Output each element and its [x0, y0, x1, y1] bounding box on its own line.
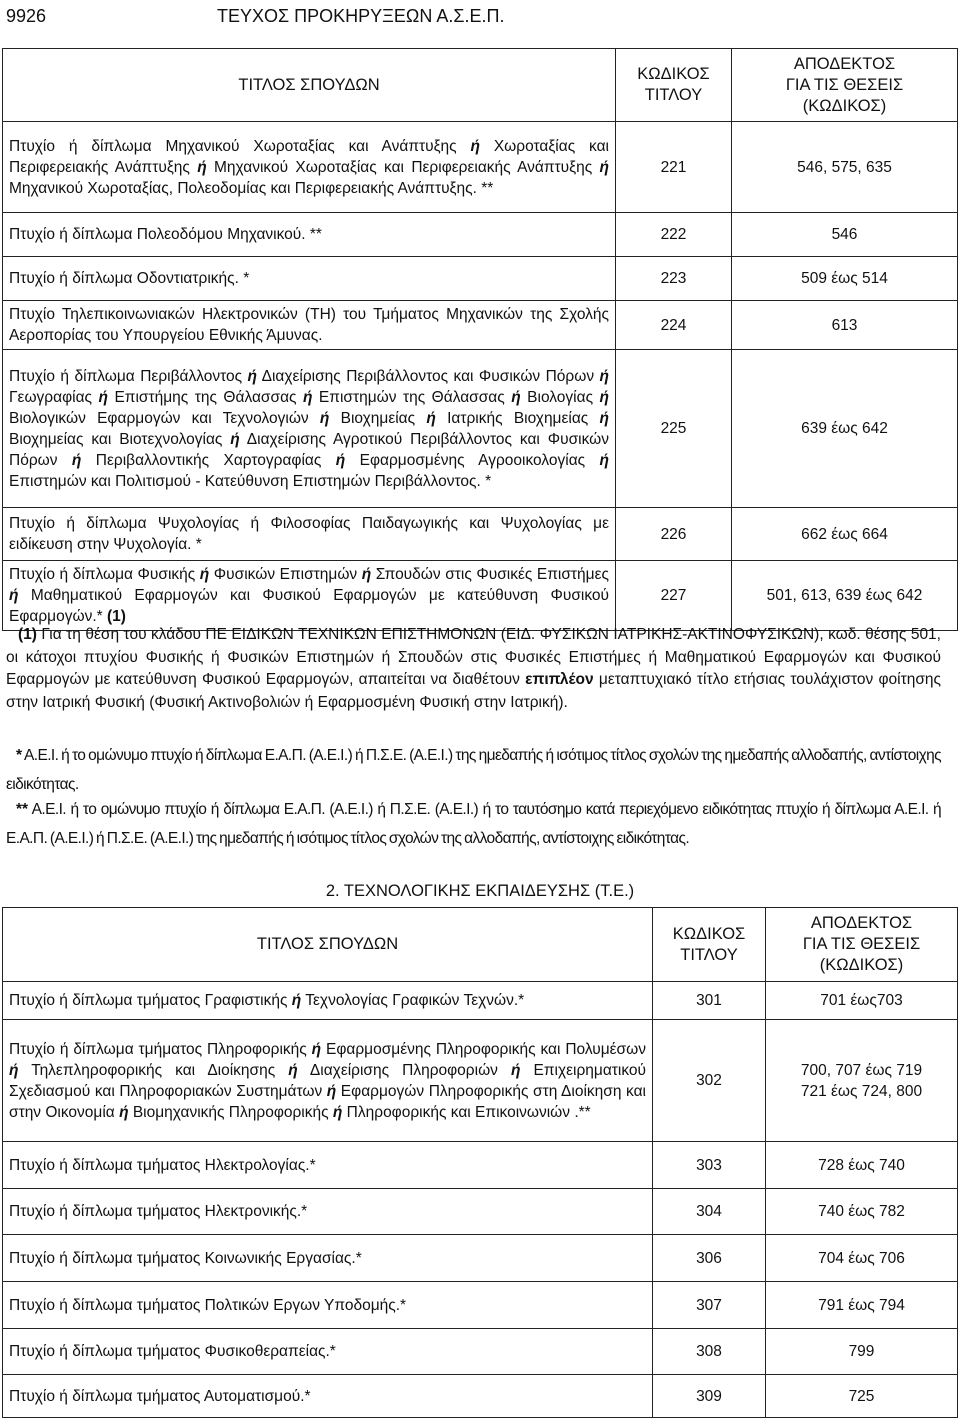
column-header-code: ΚΩΔΙΚΟΣ ΤΙΤΛΟΥ: [653, 908, 766, 982]
column-header-accepted: ΑΠΟΔΕΚΤΟΣ ΓΙΑ ΤΙΣ ΘΕΣΕΙΣ (ΚΩΔΙΚΟΣ): [766, 908, 958, 982]
title-code: 223: [616, 257, 732, 301]
page-number: 9926: [6, 6, 47, 26]
table-row: [3, 1142, 958, 1189]
title-code: 222: [616, 213, 732, 257]
title-code: 307: [653, 1282, 766, 1329]
title-code: 302: [653, 1020, 766, 1142]
table-row: [3, 350, 958, 508]
column-header-code: ΚΩΔΙΚΟΣ ΤΙΤΛΟΥ: [616, 49, 732, 122]
title-code: 221: [616, 122, 732, 213]
degree-title: Πτυχίο ή δίπλωμα Οδοντιατρικής. *: [3, 257, 616, 301]
table-row: [3, 1375, 958, 1418]
table-row: [3, 301, 958, 350]
column-header-title: ΤΙΤΛΟΣ ΣΠΟΥΔΩΝ: [3, 908, 653, 982]
degree-title: Πτυχίο ή δίπλωμα Φυσικής ή Φυσικών Επιστημών ή Σπουδών στις Φυσικές Επιστήμες ή Μαθηματικού Εφαρμογών και Φυσικού Εφαρμογών με κατεύθυνση Φυσικού Εφαρμογών.* (1): [3, 561, 616, 631]
footnote-single-asterisk: * Α.Ε.Ι. ή το ομώνυμο πτυχίο ή δίπλωμα Ε.Α.Π. (Α.Ε.Ι.) ή Π.Σ.Ε. (Α.Ε.Ι.) της ημεδαπής ή ισότιμος τίτλος σχολών της ημεδαπής αλλοδαπής, αντίστοιχης ειδικότητας.: [6, 747, 941, 793]
accepted-positions: 546: [732, 213, 958, 257]
table-row: [3, 122, 958, 213]
accepted-positions: 501, 613, 639 έως 642: [732, 561, 958, 631]
accepted-positions: 509 έως 514: [732, 257, 958, 301]
table-row: [3, 1020, 958, 1142]
title-code: 225: [616, 350, 732, 508]
table-row: [3, 561, 958, 631]
table-row: [3, 213, 958, 257]
accepted-positions: 728 έως 740: [766, 1142, 958, 1189]
footnote-double-asterisk: ** Α.Ε.Ι. ή το ομώνυμο πτυχίο ή δίπλωμα Ε.Α.Π. (Α.Ε.Ι.) ή Π.Σ.Ε. (Α.Ε.Ι.) ή το ταυτόσημο κατά περιεχόμενο ειδικότητας πτυχίο ή δίπλωμα Α.Ε.Ι. ή Ε.Α.Π. (Α.Ε.Ι.) ή Π.Σ.Ε. (Α.Ε.Ι.) της ημεδαπής ή ισότιμος τίτλος σχολών της αλλοδαπής, αντίστοιχης ειδικότητας.: [6, 801, 941, 847]
technological-degrees-table: [2, 907, 958, 1418]
column-header-title: ΤΙΤΛΟΣ ΣΠΟΥΔΩΝ: [3, 49, 616, 122]
title-code: 226: [616, 508, 732, 561]
accepted-positions: 639 έως 642: [732, 350, 958, 508]
degree-title: Πτυχίο ή δίπλωμα τμήματος Ηλεκτρολογίας.*: [3, 1142, 653, 1189]
accepted-positions: 613: [732, 301, 958, 350]
accepted-positions: 546, 575, 635: [732, 122, 958, 213]
university-degrees-table: [2, 48, 958, 631]
degree-title: Πτυχίο ή δίπλωμα τμήματος Ηλεκτρονικής.*: [3, 1189, 653, 1235]
accepted-positions: 740 έως 782: [766, 1189, 958, 1235]
title-code: 303: [653, 1142, 766, 1189]
title-code: 227: [616, 561, 732, 631]
title-code: 306: [653, 1235, 766, 1282]
degree-title: Πτυχίο ή δίπλωμα τμήματος Κοινωνικής Εργασίας.*: [3, 1235, 653, 1282]
table-row: [3, 508, 958, 561]
table-row: [3, 257, 958, 301]
degree-title: Πτυχίο ή δίπλωμα τμήματος Αυτοματισμού.*: [3, 1375, 653, 1418]
title-code: 224: [616, 301, 732, 350]
accepted-positions: 704 έως 706: [766, 1235, 958, 1282]
title-code: 301: [653, 982, 766, 1020]
table-header-row: [3, 49, 958, 122]
accepted-positions: 701 έως703: [766, 982, 958, 1020]
accepted-positions: 700, 707 έως 719 721 έως 724, 800: [766, 1020, 958, 1142]
degree-title: Πτυχίο ή δίπλωμα Μηχανικού Χωροταξίας και Ανάπτυξης ή Χωροταξίας και Περιφερειακής Ανάπτυξης ή Μηχανικού Χωροταξίας και Περιφερειακής Ανάπτυξης ή Μηχανικού Χωροταξίας, Πολεοδομίας και Περιφερειακής Ανάπτυξης. **: [3, 122, 616, 213]
page-heading: ΤΕΥΧΟΣ ΠΡΟΚΗΡΥΞΕΩΝ Α.Σ.Ε.Π.: [217, 6, 505, 26]
degree-title: Πτυχίο ή δίπλωμα τμήματος Πολτικών Εργων Υποδομής.*: [3, 1282, 653, 1329]
table-header-row: [3, 908, 958, 982]
page-header: [6, 6, 950, 30]
accepted-positions: 662 έως 664: [732, 508, 958, 561]
column-header-accepted: ΑΠΟΔΕΚΤΟΣ ΓΙΑ ΤΙΣ ΘΕΣΕΙΣ (ΚΩΔΙΚΟΣ): [732, 49, 958, 122]
degree-title: Πτυχίο ή δίπλωμα Περιβάλλοντος ή Διαχείρισης Περιβάλλοντος και Φυσικών Πόρων ή Γεωγραφίας ή Επιστήμης της Θάλασσας ή Επιστημών της Θάλασσας ή Βιολογίας ή Βιολογικών Εφαρμογών και Τεχνολογιών ή Βιοχημείας ή Ιατρικής Βιοχημείας ή Βιοχημείας και Βιοτεχνολογίας ή Διαχείρισης Αγροτικού Περιβάλλοντος και Φυσικών Πόρων ή Περιβαλλοντικής Χαρτογραφίας ή Εφαρμοσμένης Αγροοικολογίας ή Επιστημών και Πολιτισμού - Κατεύθυνση Επιστημών Περιβάλλοντος. *: [3, 350, 616, 508]
table-row: [3, 1189, 958, 1235]
degree-title: Πτυχίο Τηλεπικοινωνιακών Ηλεκτρονικών (ΤΗ) του Τμήματος Μηχανικών της Σχολής Αεροπορίας του Υπουργείου Εθνικής Άμυνας.: [3, 301, 616, 350]
table-row: [3, 982, 958, 1020]
title-code: 309: [653, 1375, 766, 1418]
accepted-positions: 725: [766, 1375, 958, 1418]
section-title: 2. ΤΕΧΝΟΛΟΓΙΚΗΣ ΕΚΠΑΙΔΕΥΣΗΣ (Τ.Ε.): [325, 882, 635, 900]
title-code: 304: [653, 1189, 766, 1235]
table-row: [3, 1282, 958, 1329]
footnote-1: (1) Για τη θέση του κλάδου ΠΕ ΕΙΔΙΚΩΝ ΤΕΧΝΙΚΩΝ ΕΠΙΣΤΗΜΟΝΩΝ (ΕΙΔ. ΦΥΣΙΚΩΝ ΙΑΤΡΙΚΗΣ-ΑΚΤΙΝΟΦΥΣΙΚΩΝ), κωδ. θέσης 501, οι κάτοχοι πτυχίου Φυσικής ή Φυσικών Επιστημών ή Σπουδών στις Φυσικές Επιστήμες ή Μαθηματικού Εφαρμογών και Φυσικού Εφαρμογών με κατεύθυνση Φυσικού Εφαρμογών, απαιτείται να διαθέτουν επιπλέον μεταπτυχιακό τίτλο ετήσιας τουλάχιστον φοίτησης στην Ιατρική Φυσική (Φυσική Ακτινοβολιών ή Εφαρμοσμένη Φυσική στην Ιατρική).: [6, 626, 941, 711]
table-row: [3, 1329, 958, 1375]
degree-title: Πτυχίο ή δίπλωμα τμήματος Πληροφορικής ή Εφαρμοσμένης Πληροφορικής και Πολυμέσων ή Τηλεπληροφορικής και Διοίκησης ή Διαχείρισης Πληροφοριών ή Επιχειρηματικού Σχεδιασμού και Πληροφοριακών Συστημάτων ή Εφαρμογών Πληροφορικής στη Διοίκηση και στην Οικονομία ή Βιομηχανικής Πληροφορικής ή Πληροφορικής και Επικοινωνιών .**: [3, 1020, 653, 1142]
accepted-positions: 799: [766, 1329, 958, 1375]
table-row: [3, 1235, 958, 1282]
degree-title: Πτυχίο ή δίπλωμα Πολεοδόμου Μηχανικού. **: [3, 213, 616, 257]
degree-title: Πτυχίο ή δίπλωμα Ψυχολογίας ή Φιλοσοφίας Παιδαγωγικής και Ψυχολογίας με ειδίκευση στην Ψυχολογία. *: [3, 508, 616, 561]
degree-title: Πτυχίο ή δίπλωμα τμήματος Γραφιστικής ή Τεχνολογίας Γραφικών Τεχνών.*: [3, 982, 653, 1020]
degree-title: Πτυχίο ή δίπλωμα τμήματος Φυσικοθεραπείας.*: [3, 1329, 653, 1375]
title-code: 308: [653, 1329, 766, 1375]
accepted-positions: 791 έως 794: [766, 1282, 958, 1329]
